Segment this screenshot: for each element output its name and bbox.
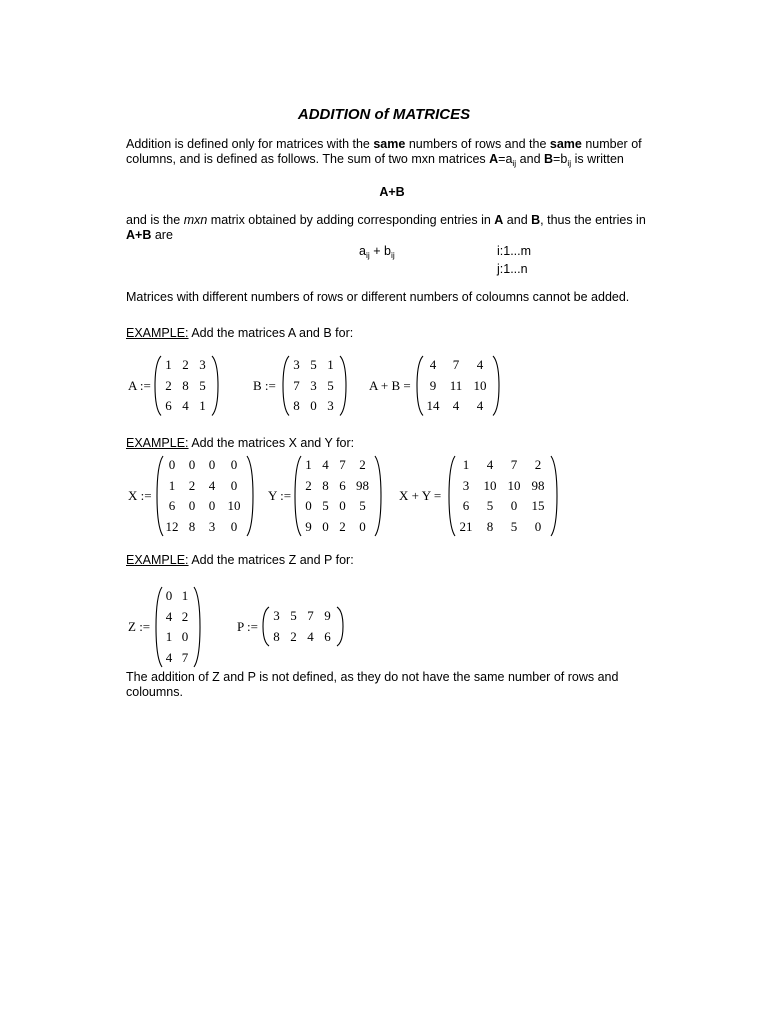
right-paren bbox=[550, 455, 558, 537]
matrix-cell: 5 bbox=[486, 498, 494, 514]
matrix-cell: 4 bbox=[182, 398, 189, 414]
matrix-cell: 0 bbox=[168, 457, 176, 473]
matrix-cell: 1 bbox=[168, 477, 176, 493]
example-text: Add the matrices Z and P for: bbox=[188, 553, 354, 567]
matrix-cell: 9 bbox=[429, 377, 437, 393]
matrix-cell: 21 bbox=[459, 518, 473, 534]
matrix-row bbox=[161, 627, 193, 648]
matrix-cell: 3 bbox=[273, 608, 280, 624]
matrix-cell: 2 bbox=[181, 608, 189, 624]
intro-text: =a bbox=[498, 152, 513, 166]
matrix-cell: 98 bbox=[356, 477, 369, 493]
matrix-cell: 0 bbox=[534, 518, 542, 534]
matrix-row bbox=[454, 517, 550, 538]
matrix-cell: 4 bbox=[165, 608, 173, 624]
matrix-row bbox=[300, 476, 374, 497]
intro-text: Addition is defined only for matrices with the bbox=[126, 137, 374, 151]
intro-line-1 bbox=[126, 137, 642, 152]
matrix-cell: 4 bbox=[165, 649, 173, 665]
matrix-label: X + Y = bbox=[399, 488, 442, 503]
example-text: Add the matrices A and B for: bbox=[188, 326, 354, 340]
matrix-cell: 0 bbox=[208, 498, 216, 514]
right-paren bbox=[211, 355, 219, 417]
matrix-body bbox=[300, 455, 374, 537]
matrix-row bbox=[422, 355, 492, 376]
intro-text: and bbox=[516, 152, 545, 166]
matrix-body bbox=[288, 355, 339, 417]
matrix-symbol-b: B bbox=[531, 213, 541, 227]
matrix-cell: 2 bbox=[534, 457, 542, 473]
matrix-row bbox=[268, 627, 336, 648]
matrix-cell: 8 bbox=[293, 398, 300, 414]
matrix-row bbox=[454, 476, 550, 497]
example-3-heading bbox=[126, 553, 354, 568]
matrix-row bbox=[161, 607, 193, 628]
matrix-cell: 3 bbox=[208, 518, 216, 534]
matrix-row bbox=[268, 606, 336, 627]
intro-text: is written bbox=[571, 152, 624, 166]
entry-text: + b bbox=[369, 244, 391, 258]
matrix-cell: 7 bbox=[293, 377, 300, 393]
matrix-cell: 0 bbox=[322, 518, 329, 534]
example-label: EXAMPLE: bbox=[126, 436, 189, 450]
matrix-cell: 4 bbox=[486, 457, 494, 473]
example-1-heading bbox=[126, 326, 353, 341]
example-label: EXAMPLE: bbox=[126, 326, 189, 340]
subscript: ij bbox=[365, 250, 370, 260]
matrix-cell: 3 bbox=[199, 357, 206, 373]
matrix-row bbox=[162, 496, 246, 517]
matrix-row bbox=[422, 396, 492, 417]
subscript: ij bbox=[512, 158, 517, 168]
matrix-cell: 0 bbox=[510, 498, 518, 514]
matrix-body bbox=[162, 455, 246, 537]
right-paren bbox=[374, 455, 382, 537]
entry-text: a bbox=[359, 244, 366, 258]
matrix-cell: 8 bbox=[182, 377, 189, 393]
matrix-body bbox=[422, 355, 492, 417]
example-label: EXAMPLE: bbox=[126, 553, 189, 567]
matrix-row bbox=[162, 476, 246, 497]
matrix-row bbox=[162, 455, 246, 476]
note-text: Matrices with different numbers of rows or different numbers of coloumns cannot be added. bbox=[126, 290, 630, 304]
matrix-cell: 6 bbox=[168, 498, 176, 514]
right-paren bbox=[336, 606, 344, 647]
matrix-symbol-a: A bbox=[489, 152, 499, 166]
matrix-cell: 4 bbox=[208, 477, 216, 493]
matrix-body bbox=[454, 455, 550, 537]
matrix-label: B := bbox=[253, 377, 276, 393]
matrix-cell: 0 bbox=[188, 457, 196, 473]
matrix-cell: 1 bbox=[199, 398, 206, 414]
matrix-cell: 8 bbox=[273, 628, 280, 644]
intro-text: number of bbox=[581, 137, 642, 151]
matrix-cell: 11 bbox=[449, 377, 463, 393]
same-emphasis: same bbox=[373, 137, 406, 151]
range-j: j:1...n bbox=[497, 262, 528, 276]
matrix-cell: 0 bbox=[310, 398, 317, 414]
matrix-cell: 10 bbox=[473, 377, 487, 393]
matrix-row bbox=[160, 376, 211, 397]
matrix-body bbox=[268, 606, 336, 647]
matrix-row bbox=[454, 455, 550, 476]
matrix-body bbox=[160, 355, 211, 417]
matrix-cell: 4 bbox=[322, 457, 329, 473]
matrix-cell: 4 bbox=[476, 357, 484, 373]
matrix-cell: 1 bbox=[165, 357, 172, 373]
matrix-cell: 2 bbox=[188, 477, 196, 493]
matrix-cell: 5 bbox=[510, 518, 518, 534]
matrix-cell: 6 bbox=[339, 477, 346, 493]
matrix-cell: 2 bbox=[339, 518, 346, 534]
matrix-cell: 8 bbox=[322, 477, 329, 493]
right-paren bbox=[246, 455, 254, 537]
matrix-cell: 5 bbox=[290, 608, 297, 624]
conclusion-line-1: The addition of Z and P is not defined, as they do not have the same number of rows and bbox=[126, 670, 619, 684]
intro-text: columns, and is defined as follows. The sum of two mxn matrices bbox=[126, 152, 490, 166]
matrix-cell: 4 bbox=[476, 398, 484, 414]
matrix-row bbox=[300, 496, 374, 517]
definition-line-2 bbox=[126, 228, 173, 243]
matrix-cell: 0 bbox=[359, 518, 366, 534]
matrix-cell: 0 bbox=[188, 498, 196, 514]
right-paren bbox=[193, 586, 201, 668]
sum-formula: A+B bbox=[379, 185, 405, 199]
matrix-cell: 6 bbox=[462, 498, 470, 514]
matrix-cell: 3 bbox=[327, 398, 334, 414]
intro-line-2 bbox=[126, 152, 624, 171]
matrix-cell: 6 bbox=[324, 628, 331, 644]
range-i: i:1...m bbox=[497, 244, 532, 258]
matrix-cell: 4 bbox=[429, 357, 437, 373]
matrix-cell: 0 bbox=[305, 498, 312, 514]
definition-text: and bbox=[503, 213, 532, 227]
matrix-cell: 0 bbox=[181, 629, 189, 645]
matrix-row bbox=[288, 355, 339, 376]
example-text: Add the matrices X and Y for: bbox=[188, 436, 355, 450]
matrix-cell: 0 bbox=[230, 457, 238, 473]
matrix-row bbox=[300, 517, 374, 538]
matrix-cell: 1 bbox=[165, 629, 173, 645]
intro-text: =b bbox=[553, 152, 568, 166]
matrix-row bbox=[454, 496, 550, 517]
matrix-cell: 7 bbox=[452, 357, 460, 373]
matrix-cell: 5 bbox=[199, 377, 206, 393]
subscript: ij bbox=[390, 250, 395, 260]
same-emphasis: same bbox=[549, 137, 582, 151]
matrix-cell: 1 bbox=[327, 357, 334, 373]
matrix-cell: 1 bbox=[305, 457, 312, 473]
matrix-cell: 3 bbox=[293, 357, 300, 373]
definition-text: , thus the entries in bbox=[540, 213, 646, 227]
definition-line-1 bbox=[126, 213, 646, 228]
matrix-cell: 14 bbox=[426, 398, 440, 414]
definition-text: matrix obtained by adding corresponding entries in bbox=[207, 213, 495, 227]
matrix-row bbox=[160, 355, 211, 376]
matrix-body bbox=[161, 586, 193, 668]
matrix-cell: 0 bbox=[165, 588, 173, 604]
matrix-row bbox=[300, 455, 374, 476]
matrix-cell: 7 bbox=[510, 457, 518, 473]
definition-text: and is the bbox=[126, 213, 184, 227]
matrix-row bbox=[162, 517, 246, 538]
matrix-label: X := bbox=[128, 488, 152, 503]
matrix-cell: 0 bbox=[230, 518, 238, 534]
mxn-term: mxn bbox=[183, 213, 208, 227]
subscript: ij bbox=[567, 158, 572, 168]
matrix-row bbox=[161, 586, 193, 607]
matrix-cell: 10 bbox=[507, 477, 521, 493]
matrix-row bbox=[288, 396, 339, 417]
matrix-cell: 3 bbox=[462, 477, 470, 493]
matrix-row bbox=[161, 648, 193, 669]
matrix-cell: 15 bbox=[531, 498, 545, 514]
matrix-cell: 0 bbox=[230, 477, 238, 493]
matrix-cell: 0 bbox=[339, 498, 346, 514]
matrix-cell: 7 bbox=[181, 649, 189, 665]
right-paren bbox=[339, 355, 347, 417]
matrix-row bbox=[422, 376, 492, 397]
sum-symbol: A+B bbox=[126, 228, 152, 242]
matrix-cell: 10 bbox=[483, 477, 497, 493]
matrix-cell: 0 bbox=[208, 457, 216, 473]
page-title: ADDITION of MATRICES bbox=[297, 106, 471, 123]
matrix-label: A := bbox=[128, 377, 151, 393]
matrix-cell: 12 bbox=[165, 518, 179, 534]
matrix-cell: 1 bbox=[181, 588, 189, 604]
matrix-cell: 2 bbox=[305, 477, 312, 493]
matrix-row bbox=[288, 376, 339, 397]
matrix-cell: 4 bbox=[307, 628, 314, 644]
matrix-label: Y := bbox=[268, 488, 292, 503]
matrix-cell: 8 bbox=[188, 518, 196, 534]
right-paren bbox=[492, 355, 500, 417]
example-2-heading bbox=[126, 436, 354, 451]
matrix-cell: 10 bbox=[227, 498, 241, 514]
matrix-cell: 2 bbox=[359, 457, 366, 473]
matrix-cell: 5 bbox=[359, 498, 366, 514]
matrix-cell: 5 bbox=[310, 357, 317, 373]
matrix-cell: 9 bbox=[324, 608, 331, 624]
matrix-cell: 5 bbox=[322, 498, 329, 514]
matrix-cell: 1 bbox=[462, 457, 470, 473]
entry-formula bbox=[359, 244, 395, 263]
matrix-cell: 7 bbox=[339, 457, 346, 473]
conclusion-line-2: coloumns. bbox=[126, 685, 183, 699]
matrix-cell: 3 bbox=[310, 377, 317, 393]
matrix-cell: 8 bbox=[486, 518, 494, 534]
definition-text: are bbox=[151, 228, 173, 242]
matrix-cell: 9 bbox=[305, 518, 312, 534]
matrix-cell: 2 bbox=[182, 357, 189, 373]
matrix-row bbox=[160, 396, 211, 417]
matrix-cell: 5 bbox=[327, 377, 334, 393]
matrix-cell: 7 bbox=[307, 608, 314, 624]
matrix-label: Z := bbox=[128, 619, 151, 634]
matrix-label: P := bbox=[237, 618, 258, 634]
matrix-cell: 98 bbox=[531, 477, 545, 493]
matrix-symbol-a: A bbox=[494, 213, 504, 227]
matrix-cell: 2 bbox=[165, 377, 172, 393]
matrix-cell: 6 bbox=[165, 398, 172, 414]
matrix-cell: 4 bbox=[452, 398, 460, 414]
intro-text: numbers of rows and the bbox=[405, 137, 550, 151]
matrix-symbol-b: B bbox=[544, 152, 554, 166]
matrix-cell: 2 bbox=[290, 628, 297, 644]
matrix-label: A + B = bbox=[369, 377, 411, 393]
